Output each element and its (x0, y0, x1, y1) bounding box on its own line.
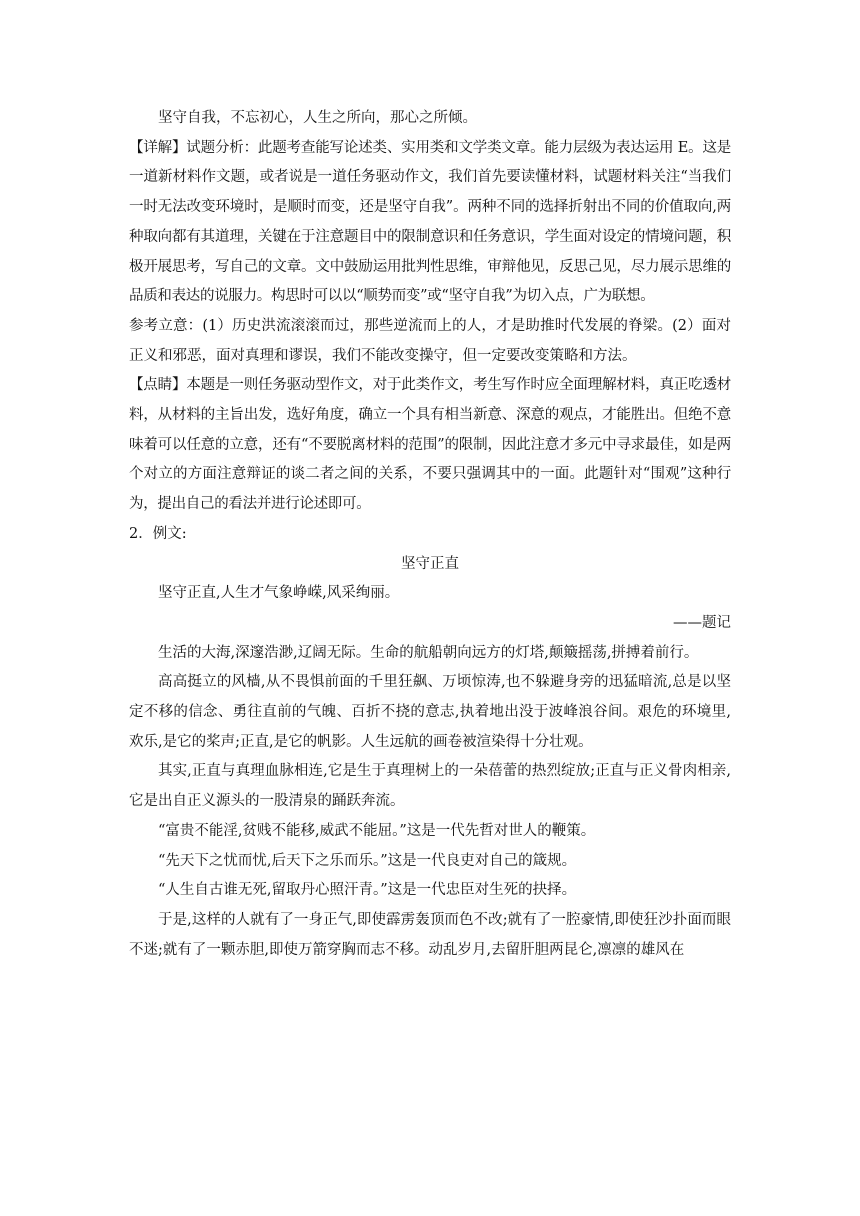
quote-paragraph: “人生自古谁无死,留取丹心照汗青。”这是一代忠臣对生死的抉择。 (158, 882, 577, 899)
highlight-paragraph: 【点睛】本题是一则任务驱动型作文，对于此类作文，考生写作时应全面理解材料，真正吃透材料，从材料的主旨出发，选好角度，确立一个具有相当新意、深意的观点，才能胜出。但绝不意味着可以任意的立意，还有“不要脱离材料的范围”的限制，因此注意才多元中寻求最佳，如是两个对立的方面注意辩证的谈二者之间的关系，不要只强调其中的一面。此题针对“围观”这种行为，提出自己的看法并进行论述即可。 (129, 377, 731, 513)
essay-paragraph: 其实,正直与真理血脉相连,它是生于真理树上的一朵蓓蕾的热烈绽放;正直与正义骨肉相亲,它是出自正义源头的一股清泉的踊跃奔流。 (129, 763, 731, 810)
essay-paragraph: 生活的大海,深邃浩渺,辽阔无际。生命的航船朝向远方的灯塔,颠簸摇荡,拼搏着前行。 (158, 644, 699, 661)
essay-paragraph: 高高挺立的风樯,从不畏惧前面的千里狂飙、万顷惊涛,也不躲避身旁的迅猛暗流,总是以坚定不移的信念、勇往直前的气魄、百折不挠的意志,执着地出没于波峰浪谷间。艰危的环境里,欢乐,是它的桨声;正直,是它的帆影。人生远航的画卷被渲染得十分壮观。 (129, 674, 731, 750)
example-heading: 2．例文: (129, 525, 187, 542)
quote-paragraph: “先天下之忧而忧,后天下之乐而乐。”这是一代良吏对自己的箴规。 (158, 852, 577, 869)
epigraph: 坚守正直,人生才气象峥嵘,风采绚丽。 (158, 585, 400, 602)
analysis-paragraph: 【详解】试题分析：此题考查能写论述类、实用类和文学类文章。能力层级为表达运用 E。这是一道新材料作文题，或者说是一道任务驱动作文，我们首先要读懂材料，试题材料关注“当我们一时无法改变环境时，是顺时而变，还是坚守自我”。两种不同的选择折射出不同的价值取向,两种取向都有其道理，关键在于注意题目中的限制意识和任务意识，学生面对设定的情境问题，积极开展思考，写自己的文章。文中鼓励运用批判性思维，审辩他见，反思己见，尽力展示思维的品质和表达的说服力。构思时可以以“顺势而变”或“坚守自我”为切入点，广为联想。 (129, 139, 731, 305)
essay-title: 坚守正直 (401, 555, 459, 572)
epigraph-attribution: ——题记 (673, 614, 731, 631)
quote-paragraph: “富贵不能淫,贫贱不能移,威武不能屈。”这是一代先哲对世人的鞭策。 (158, 822, 596, 839)
reference-theme-paragraph: 参考立意：(1）历史洪流滚滚而过，那些逆流而上的人，才是助推时代发展的脊梁。(2）面对正义和邪恶，面对真理和谬误，我们不能改变操守，但一定要改变策略和方法。 (129, 317, 731, 364)
essay-paragraph: 于是,这样的人就有了一身正气,即使霹雳轰顶而色不改;就有了一腔豪情,即使狂沙扑面而眼不迷;就有了一颗赤胆,即使万箭穿胸而志不移。动乱岁月,去留肝胆两昆仑,凛凛的雄风在 (129, 911, 731, 958)
document-page (129, 104, 731, 965)
closing-sentence: 坚守自我，不忘初心，人生之所向，那心之所倾。 (158, 110, 477, 126)
